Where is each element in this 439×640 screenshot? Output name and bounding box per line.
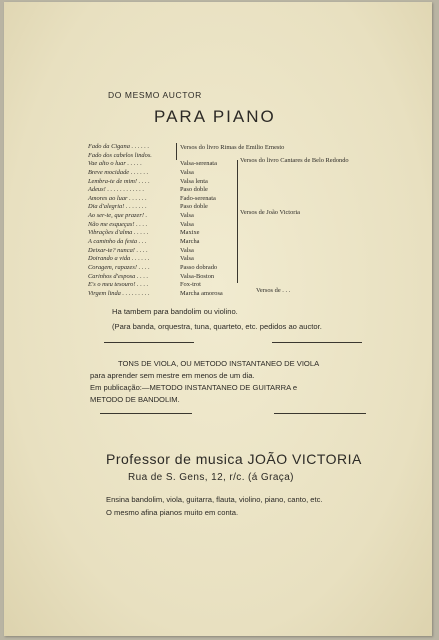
teach-line-1: Ensina bandolim, viola, guitarra, flauta, violino, piano, canto, etc. [106,495,323,504]
piece-title: Fado da Cigana . . . . . . [88,143,150,150]
piece-title: Ao ser-te, que prazer! . [88,212,148,220]
piece-title: Lembra-te de mim! . . . . [88,177,150,185]
divider-left-2 [100,413,192,414]
also-text: Ha tambem para bandolim ou violino. [112,307,238,316]
music-sheet-page [4,2,432,636]
divider-left [104,342,194,343]
piece-kind: Valsa lenta [180,177,208,185]
divider-right [272,342,362,343]
teach-line-2: O mesmo afina pianos muito em conta. [106,508,239,517]
note-trail: Versos de . . . [256,287,291,294]
piece-title: Breve mocidade . . . . . . [88,168,149,176]
piece-kind: Marcha [180,238,200,246]
piece-title: Virgem linda . . . . . . . . . [88,289,150,297]
bracket-cantares [237,160,238,214]
piece-title: E's o meu tesouro! . . . . [88,281,149,289]
piece-kind: Valsa [180,220,194,228]
publication-line-2: METODO DE BANDOLIM. [90,395,180,404]
piece-title: Fado dos cabelos lindos. [88,151,152,159]
list-item [88,229,418,238]
list-item [88,178,418,187]
piece-title: Adeus! . . . . . . . . . . . . [88,186,145,194]
piece-kind: Valsa [180,246,194,254]
piece-title: Doirando a vida . . . . . . [88,255,150,263]
list-item [88,281,418,290]
piece-title: Vae alto o luar . . . . . [88,160,142,168]
piece-kind: Valsa [180,212,194,220]
piece-title: Dia d'alegria! . . . . . . . [88,203,147,211]
piece-kind: Valsa [180,168,194,176]
piece-title: Vibrações d'alma . . . . . [88,229,149,237]
publication-line-1: Em publicação:—METODO INSTANTANEO DE GUITARRA e [90,383,298,392]
piece-kind: Maxixe [180,229,200,237]
piece-title: A caminho da festa . . . [88,238,147,246]
note-cantares: Versos do livro Cantares de Belo Redondo [240,157,349,164]
list-item [88,195,418,204]
piece-kind: Valsa [180,255,194,263]
list-item [88,221,418,230]
address: Rua de S. Gens, 12, r/c. (á Graça) [128,472,294,483]
list-item [88,186,418,195]
piece-title: Deixar-te? nunca! . . . . [88,246,148,254]
page-title: PARA PIANO [154,107,276,126]
note-rimas: Versos do livro Rimas de Emilio Ernesto [180,144,285,151]
piece-list [88,143,418,299]
tons-line-1: TONS DE VIOLA, OU METODO INSTANTANEO DE VIOLA [118,359,320,368]
list-item [88,238,418,247]
list-item [88,247,418,256]
divider-right-2 [274,413,366,414]
piece-title: Amores ao luar . . . . . . [88,194,147,202]
piece-kind: Marcha amorosa [180,289,223,297]
piece-title: Coragem, rapazes! . . . . [88,263,150,271]
list-item [88,273,418,282]
tons-line-2: para aprender sem mestre em menos de um dia. [90,371,255,380]
also-paren: (Para banda, orquestra, tuna, quarteto, etc. pedidos ao auctor. [112,322,322,331]
piece-kind: Paso doble [180,203,208,211]
piece-kind: Valsa-Boston [180,272,215,280]
bracket-victoria [237,214,238,283]
note-victoria: Versos de João Victoria [240,209,301,216]
piece-kind: Passo dobrado [180,263,218,271]
list-item [88,255,418,264]
piece-kind: Fado-serenata [180,194,216,202]
piece-kind: Fox-trot [180,281,201,289]
list-item [88,169,418,178]
header-text: DO MESMO AUCTOR [108,90,202,100]
list-item [88,264,418,273]
piece-title: Carinhos d'esposa . . . . [88,272,149,280]
piece-kind: Paso doble [180,186,208,194]
bracket-rimas [176,143,177,160]
list-item [88,290,418,299]
piece-kind: Valsa-serenata [180,160,217,168]
professor-heading: Professor de musica JOÃO VICTORIA [106,451,362,467]
piece-title: Não me esqueças! . . . . [88,220,148,228]
